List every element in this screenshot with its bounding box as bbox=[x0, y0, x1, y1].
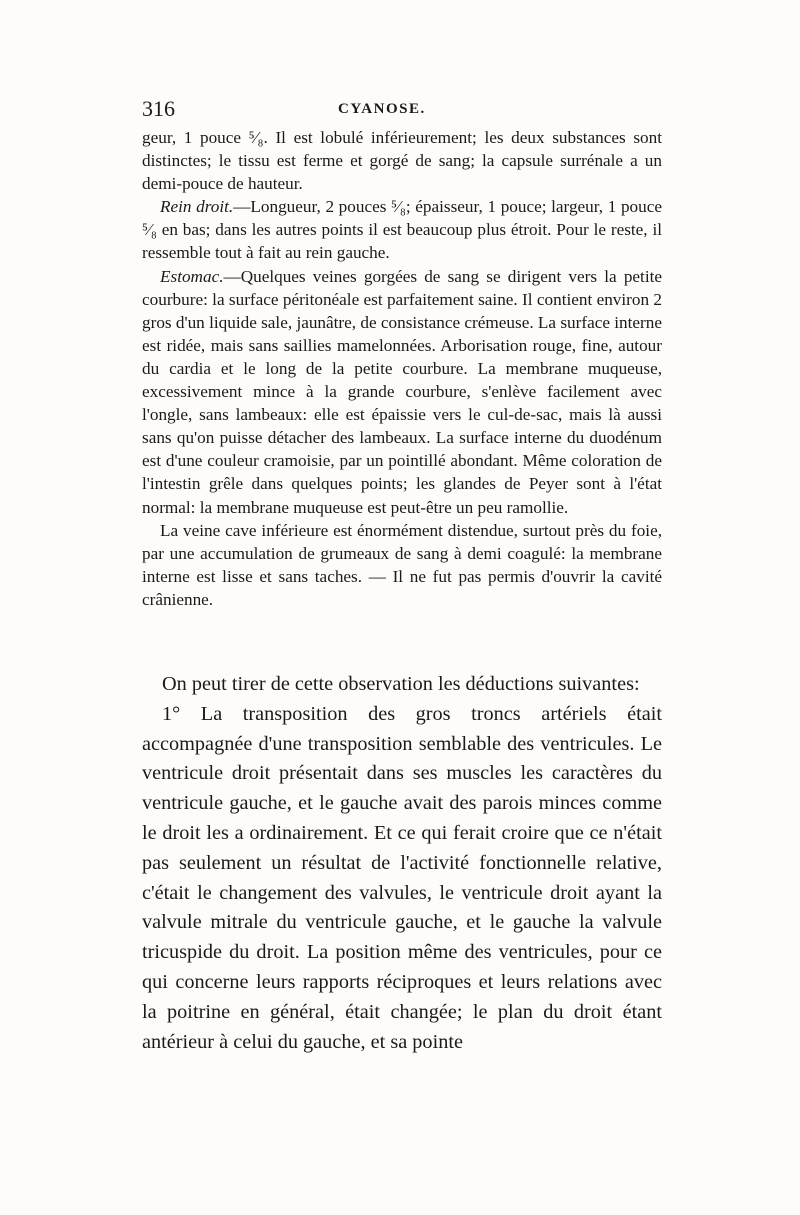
paragraph-rein-droit bbox=[142, 195, 662, 264]
main-text-section bbox=[142, 670, 662, 1057]
page-header bbox=[142, 96, 662, 126]
small-print-section bbox=[142, 126, 662, 611]
paragraph-label: Estomac. bbox=[160, 266, 224, 286]
paragraph-body: —Quelques veines gorgées de sang se dirigent vers la petite courbure: la surface péritonéale est parfaitement saine. Il contient environ 2 gros d'un liquide sale, jaunâtre, de consistance crémeuse. La surface interne est ridée, mais sans saillies mamelonnées. Arborisation rouge, fine, autour du cardia et le long de la petite courbure. La membrane muqueuse, excessivement mince à la grande courbure, s'enlève facilement avec l'ongle, sans lambeaux: elle est épaissie vers le cul-de-sac, mais là aussi sans qu'on puisse détacher des lambeaux. La surface interne du duodénum est d'une couleur cramoisie, par un pointillé abondant. Même coloration de l'intestin grêle dans quelques points; les glandes de Peyer sont à l'état normal: la membrane muqueuse est peut-être un peu ramollie. bbox=[142, 266, 662, 517]
paragraph-continuation: geur, 1 pouce ⁵⁄₈. Il est lobulé inférieurement; les deux substances sont distinctes; le tissu est ferme et gorgé de sang; la capsule surrénale a un demi-pouce de hauteur. bbox=[142, 128, 662, 194]
page-number: 316 bbox=[142, 96, 175, 121]
list-number: 1° bbox=[162, 702, 181, 725]
running-title: CYANOSE. bbox=[338, 101, 426, 117]
paragraph-body: —Longueur, 2 pouces ⁵⁄₈; épaisseur, 1 pouce; largeur, 1 pouce ⁵⁄₈ en bas; dans les autres points il est beaucoup plus étroit. Pour le reste, il ressemble tout à fait au rein gauche. bbox=[142, 197, 662, 263]
paragraph-body: La transposition des gros troncs artériels était accompagnée d'une transposition semblable des ventricules. Le ventricule droit présentait dans ses muscles les caractères du ventricule gauche, et le gauche avait des parois minces comme le droit les a ordinairement. Et ce qui ferait croire que ce n'était pas seulement un résultat de l'activité fonctionnelle relative, c'était le changement des valvules, le ventricule droit ayant la valvule mitrale du ventricule gauche, et le gauche la valvule tricuspide du droit. La position même des ventricules, pour ce qui concerne leurs rapports réciproques et leurs relations avec la poitrine en général, était changée; le plan du droit étant antérieur à celui du gauche, et sa pointe bbox=[142, 702, 662, 1053]
paragraph-veine-cave: La veine cave inférieure est énormément distendue, surtout près du foie, par une accumulation de grumeaux de sang à demi coagulé: la membrane interne est lisse et sans taches. — Il ne fut pas permis d'ouvrir la cavité crânienne. bbox=[142, 520, 662, 609]
paragraph-deduction-1 bbox=[142, 700, 662, 1058]
paragraph-label: Rein droit. bbox=[160, 197, 234, 217]
paragraph-estomac bbox=[142, 265, 662, 519]
paragraph-deductions-intro: On peut tirer de cette observation les déductions suivantes: bbox=[162, 673, 640, 695]
